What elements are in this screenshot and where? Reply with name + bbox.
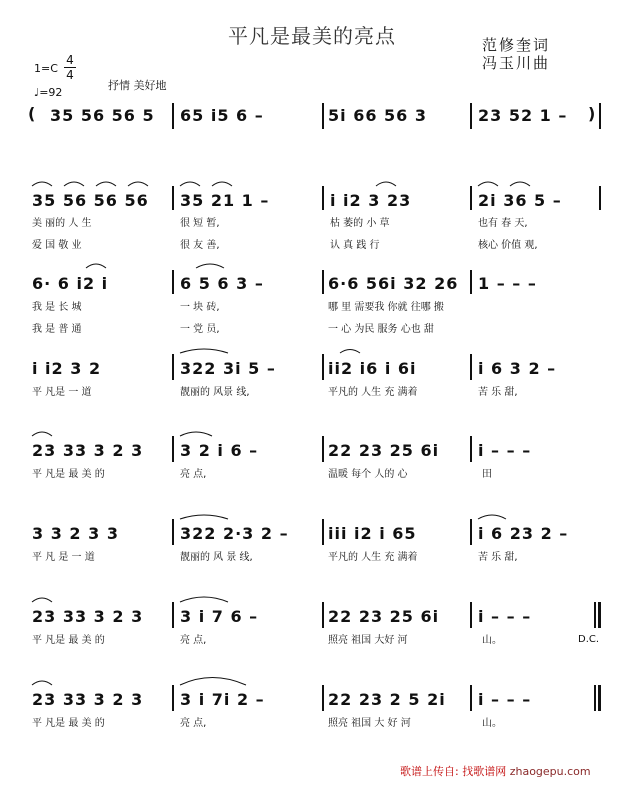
expression-marking: 抒情 美好地 bbox=[108, 79, 167, 92]
intro-measure-4: 23 52 1 – bbox=[478, 106, 568, 125]
line3-measure-2: 6 5 6 3 – bbox=[180, 274, 264, 293]
line6-measure-3: iii i2 i 65 bbox=[328, 524, 417, 543]
lyric: 平 凡是 最 美 的 bbox=[32, 635, 105, 646]
slur bbox=[180, 515, 228, 519]
da-capo-marking: D.C. bbox=[578, 634, 600, 645]
slur bbox=[478, 515, 506, 519]
lyric: 温暖 每个 人的 心 bbox=[328, 469, 408, 480]
line2-measure-1: 35 56 56 56 bbox=[32, 191, 149, 210]
slur bbox=[128, 182, 148, 186]
slur bbox=[510, 182, 530, 186]
line6-measure-1: 3 3 2 3 3 bbox=[32, 524, 119, 543]
lyric: 一 块 砖, bbox=[180, 302, 220, 313]
slur bbox=[180, 182, 200, 186]
line4-measure-3: ii2 i6 i 6i bbox=[328, 359, 417, 378]
line5-measure-4: i – – – bbox=[478, 441, 532, 460]
line3-measure-4: 1 – – – bbox=[478, 274, 537, 293]
lyric: 平凡的 人生 充 满着 bbox=[328, 552, 418, 563]
line3-measure-1: 6· 6 i2 i bbox=[32, 274, 109, 293]
slur bbox=[180, 678, 246, 686]
line7-measure-2: 3 i 7 6 – bbox=[180, 607, 259, 626]
lyricist-credit: 范修奎词 bbox=[482, 36, 551, 54]
line5-measure-2: 3 2 i 6 – bbox=[180, 441, 259, 460]
slur bbox=[180, 349, 228, 353]
composer-credit: 冯玉川曲 bbox=[482, 54, 551, 72]
intro-open-paren: ( bbox=[28, 104, 37, 123]
line4-measure-1: i i2 3 2 bbox=[32, 359, 102, 378]
footer-site-link[interactable]: zhaogepu.com bbox=[509, 765, 591, 778]
lyric: 一 心 为民 服务 心也 甜 bbox=[328, 324, 434, 335]
song-title: 平凡是最美的亮点 bbox=[228, 24, 396, 48]
key-signature: 1=C bbox=[34, 62, 58, 75]
lyric: 山。 bbox=[482, 635, 502, 646]
lyric: 靓丽的 风景 线, bbox=[180, 387, 250, 398]
lyric: 田 bbox=[482, 469, 492, 480]
slur bbox=[180, 432, 212, 436]
line5-measure-3: 22 23 25 6i bbox=[328, 441, 440, 460]
lyric: 亮 点, bbox=[180, 718, 207, 729]
line2-measure-3: i i2 3 23 bbox=[330, 191, 412, 210]
line3-measure-3: 6·6 56i 32 26 bbox=[328, 274, 459, 293]
tempo-marking: ♩=92 bbox=[34, 86, 63, 99]
slur bbox=[180, 597, 228, 602]
lyric: 很 短 暂, bbox=[180, 218, 220, 229]
line5-measure-1: 23 33 3 2 3 bbox=[32, 441, 144, 460]
lyric: 爱 国 敬 业 bbox=[32, 240, 82, 251]
lyric: 靓丽的 风 景 线, bbox=[180, 552, 253, 563]
line6-measure-2: 322 2·3 2 – bbox=[180, 524, 289, 543]
line8-measure-2: 3 i 7i 2 – bbox=[180, 690, 265, 709]
lyric: 平 凡是 一 道 bbox=[32, 387, 92, 398]
lyric: 照亮 祖国 大好 河 bbox=[328, 635, 408, 646]
time-signature-top: 4 bbox=[66, 53, 74, 67]
footer-source bbox=[400, 763, 591, 779]
lyric: 核心 价值 观, bbox=[478, 240, 538, 251]
line4-measure-4: i 6 3 2 – bbox=[478, 359, 557, 378]
footer-label: 歌谱上传自: 找歌谱网 bbox=[400, 765, 507, 778]
line2-measure-2: 35 21 1 – bbox=[180, 191, 270, 210]
lyric: 认 真 践 行 bbox=[330, 240, 380, 251]
slur bbox=[96, 182, 116, 186]
line7-measure-1: 23 33 3 2 3 bbox=[32, 607, 144, 626]
slur bbox=[376, 182, 396, 186]
slur bbox=[32, 182, 52, 186]
line8-measure-3: 22 23 2 5 2i bbox=[328, 690, 446, 709]
slur bbox=[32, 681, 52, 685]
slur bbox=[32, 432, 52, 436]
slur bbox=[340, 350, 360, 354]
lyric: 平凡的 人生 充 满着 bbox=[328, 387, 418, 398]
slur bbox=[196, 264, 224, 268]
lyric: 美 丽的 人 生 bbox=[32, 218, 92, 229]
time-signature-bottom: 4 bbox=[66, 68, 74, 82]
slur bbox=[64, 182, 84, 186]
intro-measure-1: 35 56 56 5 bbox=[50, 106, 155, 125]
line7-measure-3: 22 23 25 6i bbox=[328, 607, 440, 626]
lyric: 我 是 长 城 bbox=[32, 302, 82, 313]
lyric: 苦 乐 甜, bbox=[478, 387, 518, 398]
lyric: 也有 春 天, bbox=[478, 218, 528, 229]
intro-measure-2: 65 i5 6 – bbox=[180, 106, 264, 125]
lyric: 很 友 善, bbox=[180, 240, 220, 251]
lyric: 我 是 普 通 bbox=[32, 324, 82, 335]
lyric: 平 凡是 最 美 的 bbox=[32, 718, 105, 729]
lyric: 平 凡 是 一 道 bbox=[32, 552, 95, 563]
lyric: 亮 点, bbox=[180, 635, 207, 646]
line8-measure-1: 23 33 3 2 3 bbox=[32, 690, 144, 709]
lyric: 山。 bbox=[482, 718, 502, 729]
lyric: 平 凡是 最 美 的 bbox=[32, 469, 105, 480]
lyric: 枯 萎的 小 草 bbox=[330, 218, 390, 229]
lyric: 苦 乐 甜, bbox=[478, 552, 518, 563]
line4-measure-2: 322 3i 5 – bbox=[180, 359, 276, 378]
lyric: 照亮 祖国 大 好 河 bbox=[328, 718, 411, 729]
line7-measure-4: i – – – bbox=[478, 607, 532, 626]
slur bbox=[478, 182, 498, 186]
lyric: 哪 里 需要我 你就 往哪 搬 bbox=[328, 302, 444, 313]
line2-measure-4: 2i 36 5 – bbox=[478, 191, 562, 210]
line8-measure-4: i – – – bbox=[478, 690, 532, 709]
lyric: 一 党 员, bbox=[180, 324, 220, 335]
lyric: 亮 点, bbox=[180, 469, 207, 480]
slur bbox=[86, 264, 106, 268]
line6-measure-4: i 6 23 2 – bbox=[478, 524, 569, 543]
intro-close-paren: ) bbox=[588, 104, 597, 123]
intro-measure-3: 5i 66 56 3 bbox=[328, 106, 427, 125]
slur bbox=[32, 598, 52, 602]
slur bbox=[212, 182, 232, 186]
